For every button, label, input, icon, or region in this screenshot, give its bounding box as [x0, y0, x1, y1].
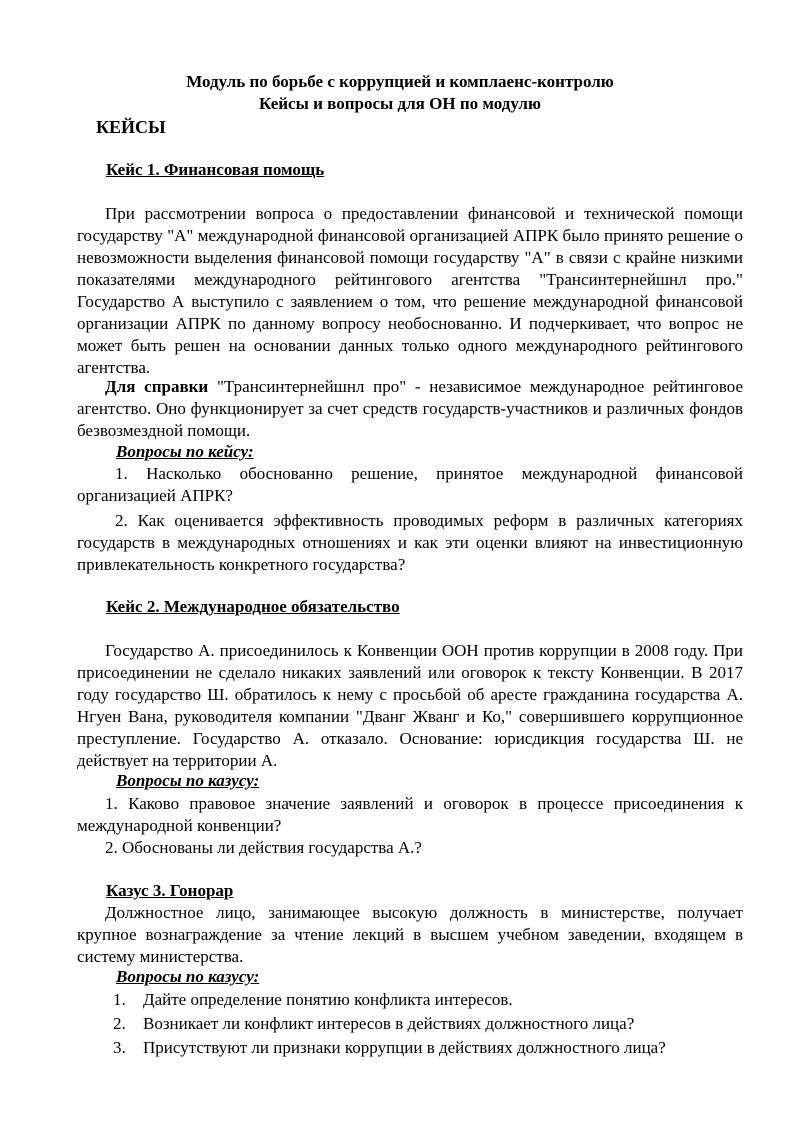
case3-question-1: 1. Дайте определение понятию конфликта интересов. [113, 990, 513, 1009]
case1-title: Кейс 1. Финансовая помощь [106, 160, 325, 179]
case1-text: При рассмотрении вопроса о предоставлении финансовой и технической помощи государству "А" международной финансовой организацией АПРК было принято решение о невозможности выделения финансовой помощи государству "А" в связи с крайне низкими показателями международного рейтингового агентства "Трансинтернейшнл про." Государство А выступило с заявлением о том, что решение международной финансовой организации АПРК по данному вопросу необоснованно. И подчеркивает, что вопрос не может быть решен на основании данных только одного международного рейтингового агентства. [77, 204, 743, 377]
case3-text: Должностное лицо, занимающее высокую должность в министерстве, получает крупное вознаграждение за чтение лекций в высшем учебном заведении, входящем в систему министерства. [77, 903, 743, 966]
case1-note: Для справки "Трансинтернейшнл про" - независимое международное рейтинговое агентство. Оно функционирует за счет средств государств-участников и различных фондов безвозмездной помощи. [77, 377, 743, 440]
case2-text: Государство А. присоединилось к Конвенции ООН против коррупции в 2008 году. При присоединении не сделало никаких заявлений или оговорок к тексту Конвенции. В 2017 году государство Ш. обратилось к нему с просьбой об аресте гражданина государства А. Нгуен Вана, руководителя компании "Дванг Жванг и Ко," совершившего коррупционное преступление. Государство А. отказало. Основание: юрисдикция государства Ш. не действует на территории А. [77, 641, 743, 770]
case1-questions-title: Вопросы по кейсу: [116, 442, 254, 461]
case3-question-2: 2. Возникает ли конфликт интересов в действиях должностного лица? [113, 1014, 635, 1033]
case2-question-2: 2. Обоснованы ли действия государства А.? [105, 838, 422, 857]
case1-question-1: 1. Насколько обоснованно решение, принятое международной финансовой организацией АПРК? [77, 464, 743, 505]
case3-title: Казус 3. Гонорар [106, 881, 234, 900]
case2-title: Кейс 2. Международное обязательство [106, 597, 400, 616]
section-title: КЕЙСЫ [96, 117, 166, 137]
case2-questions-title: Вопросы по казусу: [116, 771, 260, 790]
case3-question-3: 3. Присутствуют ли признаки коррупции в действиях должностного лица? [113, 1038, 666, 1057]
document-subtitle: Кейсы и вопросы для ОН по модулю [259, 94, 541, 113]
case1-question-2: 2. Как оценивается эффективность проводимых реформ в различных категориях государств в международных отношениях и как эти оценки влияют на инвестиционную привлекательность конкретного государства? [77, 511, 743, 574]
document-title: Модуль по борьбе с коррупцией и комплаенс-контролю [186, 72, 614, 91]
case3-questions-title: Вопросы по казусу: [116, 967, 260, 986]
case1-note-label: Для справки [105, 377, 209, 396]
case2-question-1: 1. Каково правовое значение заявлений и оговорок в процессе присоединения к международной конвенции? [77, 794, 744, 835]
